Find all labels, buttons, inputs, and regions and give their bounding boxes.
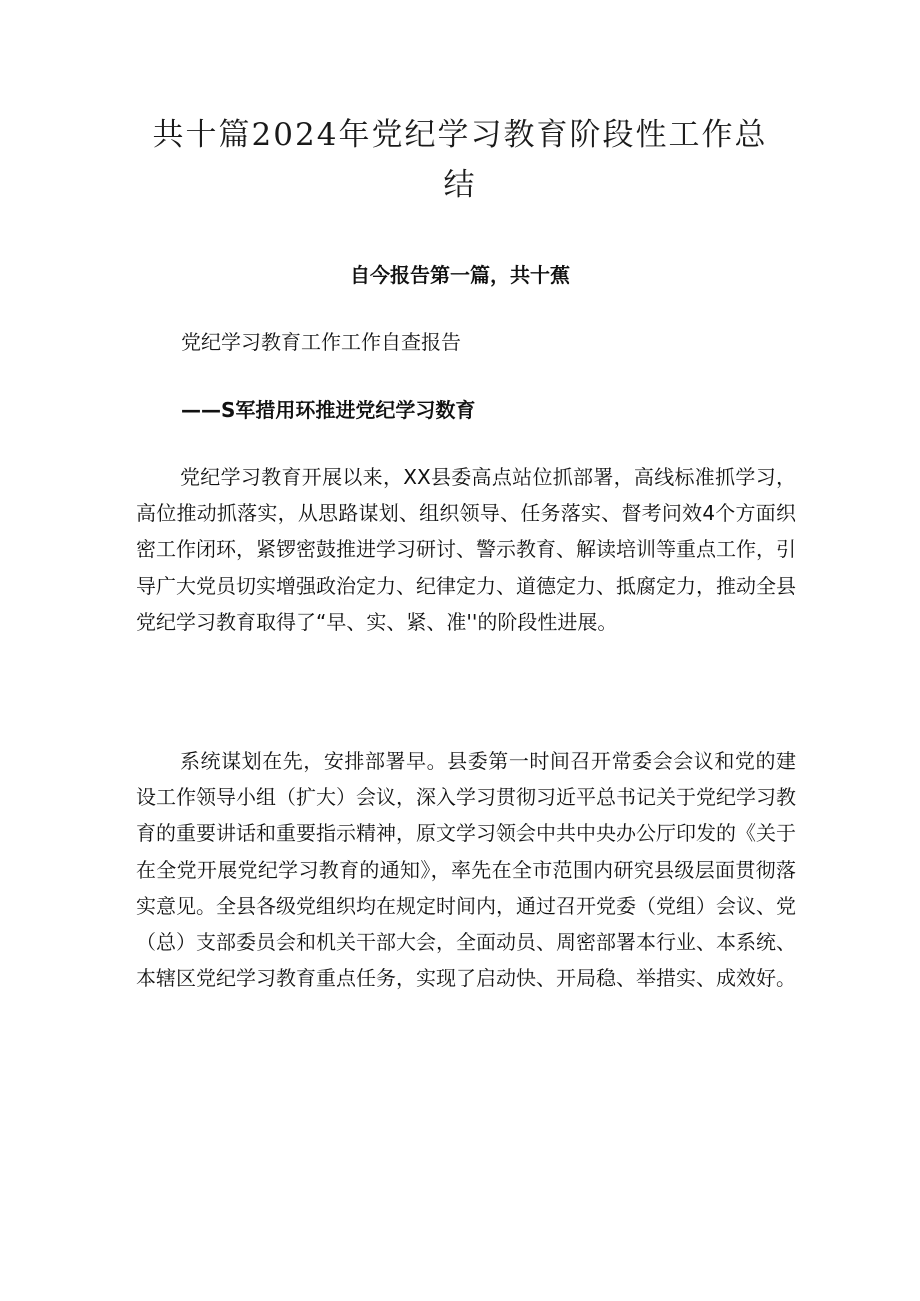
report-subtitle: ——S军措用环推进党纪学习数育 [181,398,476,422]
document-title: 共十篇2024年党纪学习教育阶段性工作总结 [152,117,768,203]
body-paragraph: 系统谋划在先，安排部署早。县委第一时间召开常委会会议和党的建设工作领导小组（扩大）会议，深入学习贯彻习近平总书记关于党纪学习教育的重要讲话和重要指示精神，原文学习领会中共中央办公厅印发的《关于在全党开展党纪学习教育的通知》，率先在全市范围内研究县级层面贯彻落实意见。全县各级党组织均在规定时间内，通过召开党委（党组）会议、党（总）支部委员会和机关干部大会，全面动员、周密部署本行业、本系统、本辖区党纪学习教育重点任务，实现了启动快、开局稳、举措实、成效好。 [136,749,796,991]
body-paragraph: 党纪学习教育开展以来，XX县委高点站位抓部署，高线标准抓学习，高位推动抓落实，从思路谋划、组织领导、任务落实、督考问效4个方面织密工作闭环，紧锣密鼓推进学习研讨、警示教育、解读培训等重点工作，引导广大党员切实增强政治定力、纪律定力、道德定力、抵腐定力，推动全县党纪学习教育取得了“早、实、紧、准''的阶段性进展。 [136,465,796,634]
report-sub-heading: 自今报告第一篇，共十蕉 [350,263,570,287]
report-title: 党纪学习教育工作工作自查报告 [181,330,461,354]
